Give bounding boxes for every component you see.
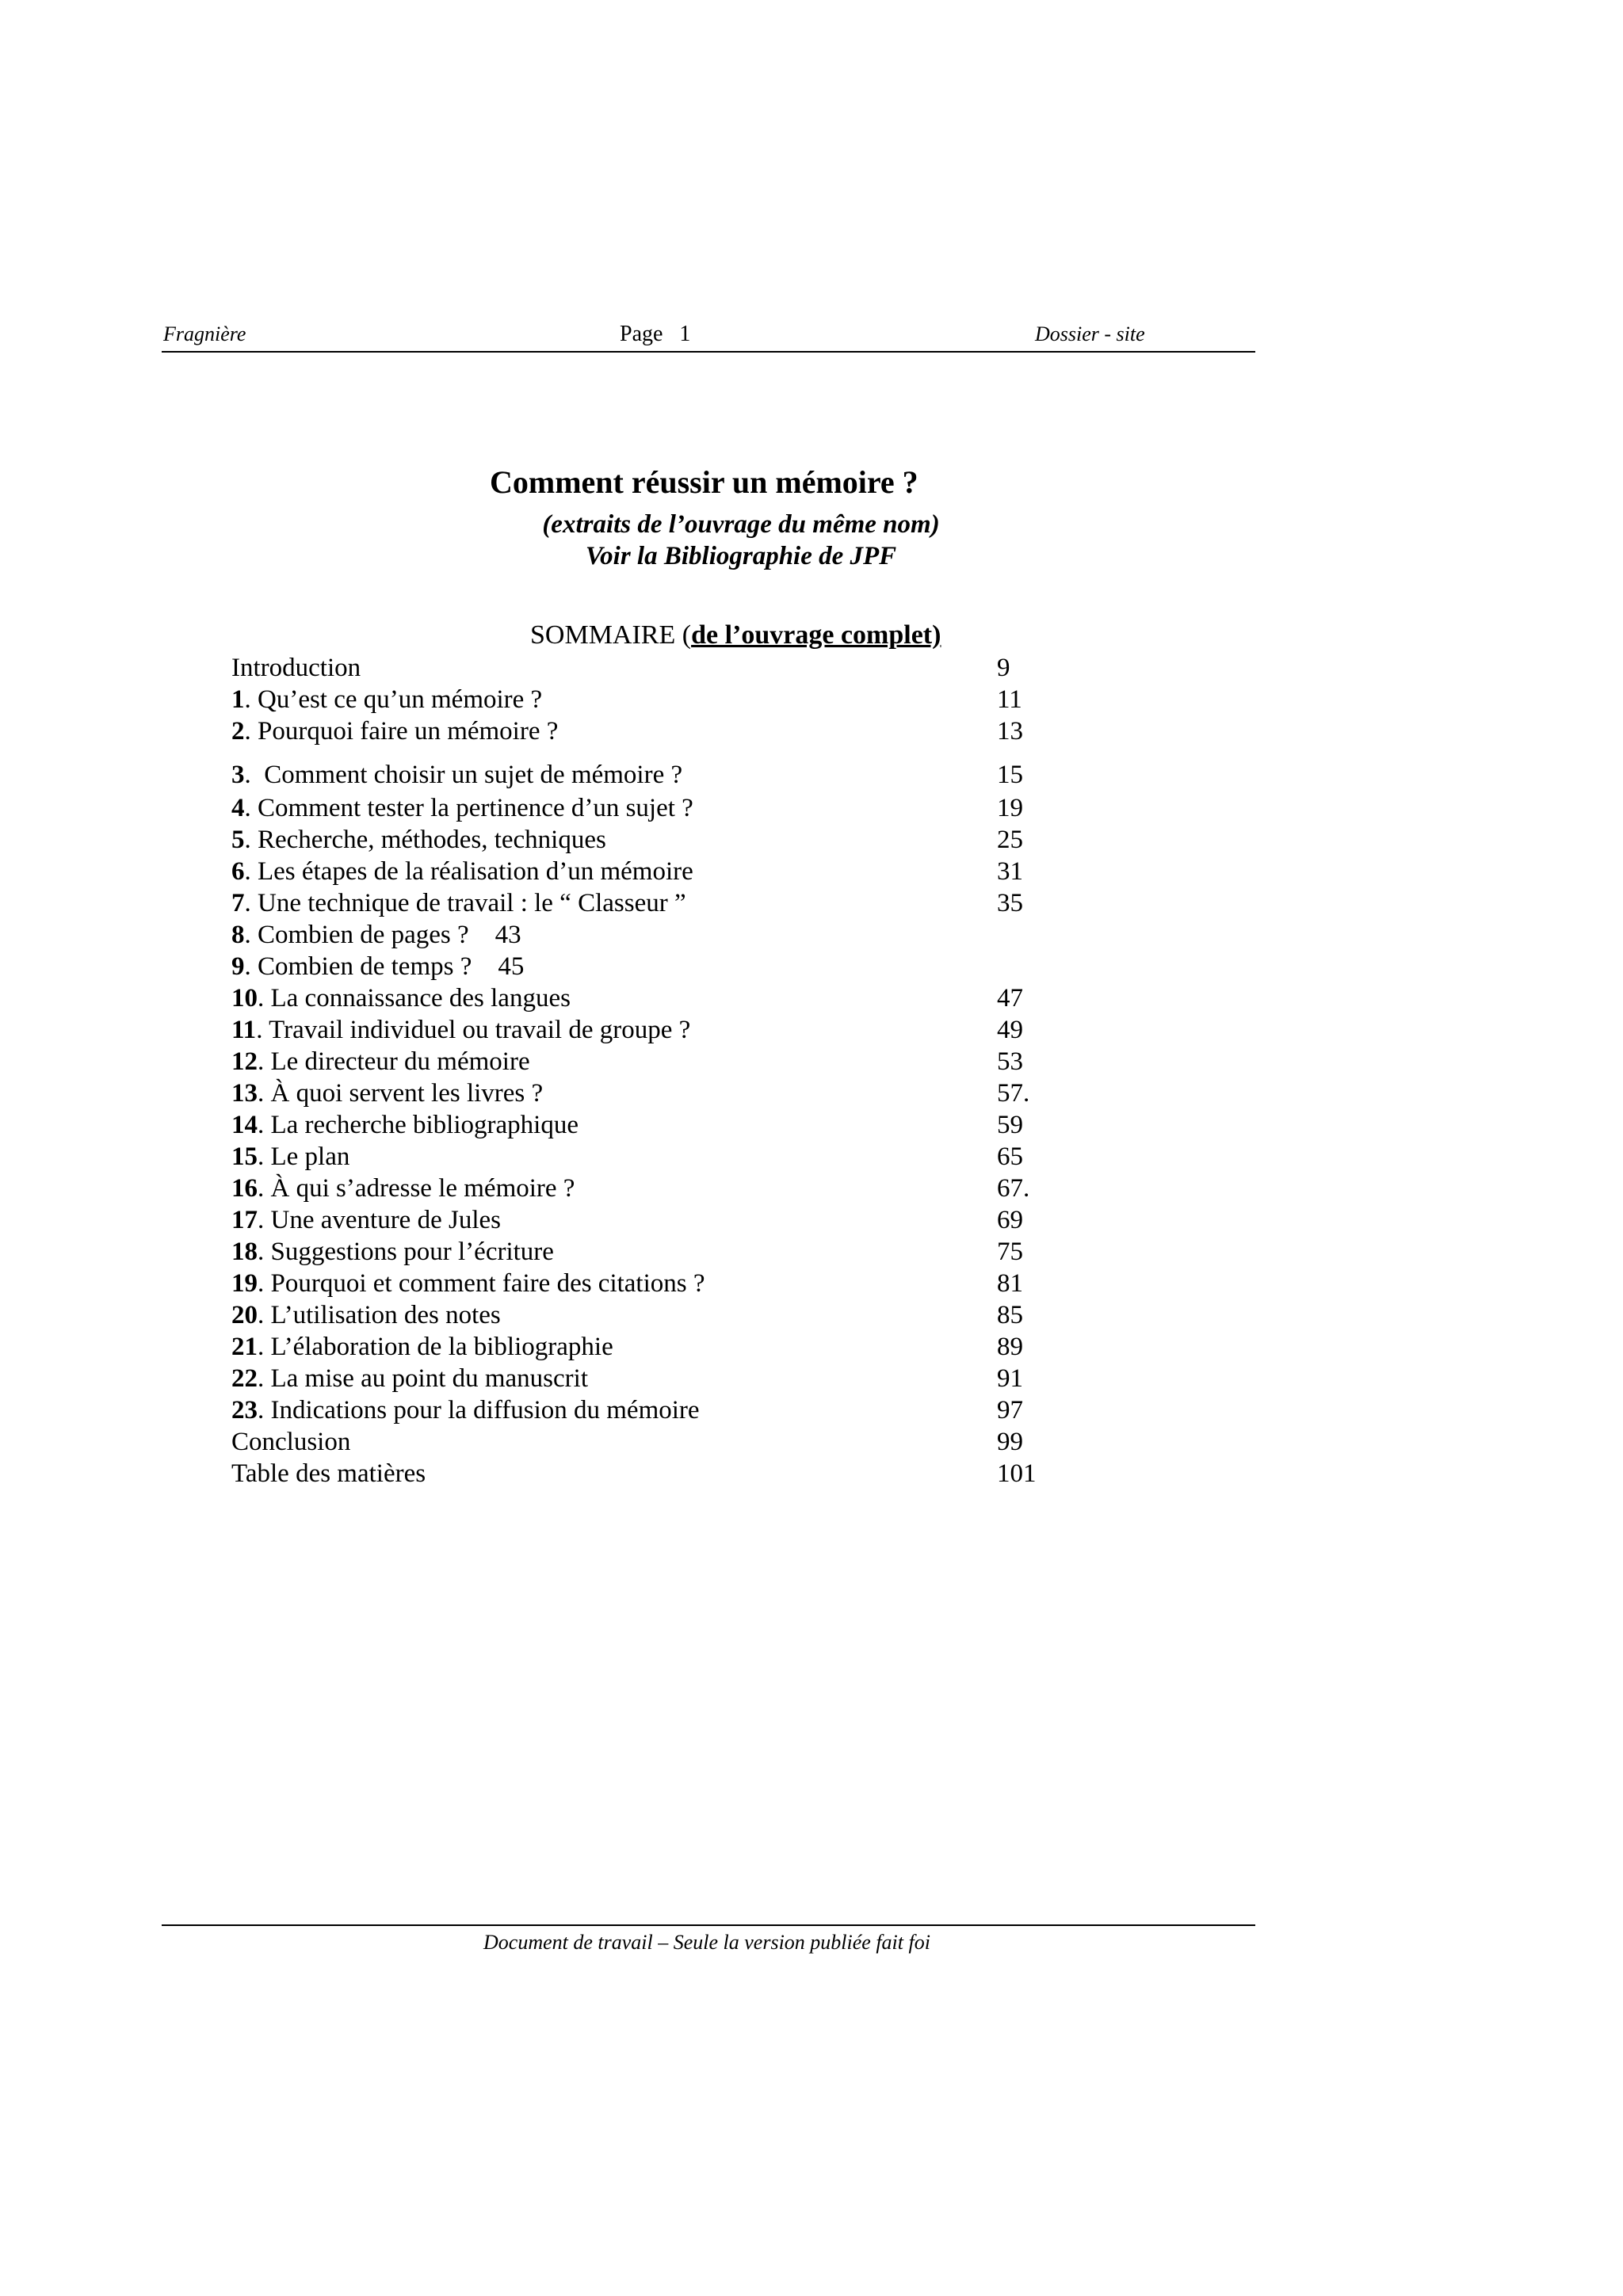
toc-entry [231, 1077, 1103, 1109]
toc-entry [231, 1173, 1103, 1204]
toc-entry-page: 31 [997, 857, 1023, 886]
toc-entry [231, 1426, 1103, 1458]
toc-entry [231, 715, 1103, 747]
toc-entry-title: . Suggestions pour l’écriture [258, 1238, 554, 1266]
toc-entry-number: 16 [231, 1174, 258, 1203]
toc-entry-page: 75 [997, 1238, 1023, 1266]
toc-entry-page: 91 [997, 1364, 1023, 1393]
toc-entry-number: 14 [231, 1111, 258, 1139]
toc-entry-title: Introduction [231, 654, 361, 682]
toc-entry-page: 25 [997, 826, 1023, 854]
toc-entry-title: . Pourquoi et comment faire des citations ? [258, 1269, 705, 1298]
toc-entry-number: 10 [231, 984, 258, 1013]
toc-entry [231, 759, 1103, 791]
toc-entry [231, 951, 1103, 982]
subtitle-extract: (extraits de l’ouvrage du même nom) [542, 510, 940, 539]
toc-entry-title: . Pourquoi faire un mémoire ? [244, 717, 559, 746]
summary-heading [530, 620, 941, 651]
toc-entry-title: Table des matières [231, 1459, 426, 1488]
toc-entry-page: 57. [997, 1079, 1030, 1108]
toc-entry-title: . À qui s’adresse le mémoire ? [258, 1174, 575, 1203]
toc-entry-number: 5 [231, 826, 245, 854]
toc-entry [231, 1394, 1103, 1426]
toc-entry-title: . L’utilisation des notes [258, 1301, 501, 1329]
toc-entry-number: 18 [231, 1238, 258, 1266]
toc-entry-title: . Indications pour la diffusion du mémoire [258, 1396, 700, 1425]
toc-entry-title: . Les étapes de la réalisation d’un mémoire [244, 857, 693, 886]
toc-entry [231, 1014, 1103, 1046]
toc-entry-page: 47 [997, 984, 1023, 1013]
toc-entry-page: 13 [997, 717, 1023, 746]
toc-entry [231, 1204, 1103, 1236]
footer-note: Document de travail – Seule la version publiée fait foi [483, 1931, 930, 1954]
toc-entry-title: . Comment choisir un sujet de mémoire ? [244, 761, 683, 789]
toc-entry [231, 919, 1103, 951]
document-title: Comment réussir un mémoire ? [490, 464, 918, 500]
toc-entry-title: . Une aventure de Jules [258, 1206, 501, 1234]
toc-entry-number: 20 [231, 1301, 258, 1329]
toc-entry-title: . La mise au point du manuscrit [258, 1364, 588, 1393]
toc-entry-number: 2 [231, 717, 245, 746]
toc-entry [231, 982, 1103, 1014]
toc-entry [231, 684, 1103, 715]
toc-entry-title: . Travail individuel ou travail de groupe ? [256, 1016, 691, 1044]
toc-entry-page: 69 [997, 1206, 1023, 1234]
toc-entry [231, 792, 1103, 824]
toc-entry-number: 9 [231, 952, 245, 981]
toc-entry-number: 8 [231, 921, 245, 949]
toc-entry-number: 7 [231, 889, 245, 917]
toc-entry-title: . Combien de temps ? 45 [244, 952, 525, 981]
toc-entry-title: . Recherche, méthodes, techniques [244, 826, 606, 854]
toc-entry [231, 1268, 1103, 1299]
summary-underlined: de l’ouvrage complet) [691, 620, 941, 650]
toc-entry-number: 11 [231, 1016, 257, 1044]
toc-entry-page: 49 [997, 1016, 1023, 1044]
summary-label: SOMMAIRE ( [530, 620, 692, 650]
toc-entry-page: 89 [997, 1333, 1023, 1361]
toc-entry [231, 1299, 1103, 1331]
footer-rule [162, 1924, 1255, 1926]
toc-entry-title: . Le plan [258, 1142, 350, 1171]
toc-entry-number: 17 [231, 1206, 258, 1234]
toc-entry [231, 856, 1103, 887]
header-rule [162, 351, 1255, 353]
toc-entry [231, 1236, 1103, 1268]
toc-entry [231, 1046, 1103, 1077]
toc-entry-page: 67. [997, 1174, 1030, 1203]
header-page-number: Page 1 [620, 322, 691, 346]
toc-entry [231, 824, 1103, 856]
toc-entry [231, 1458, 1103, 1489]
toc-entry-number: 22 [231, 1364, 258, 1393]
toc-entry-number: 1 [231, 685, 245, 714]
toc-entry-page: 53 [997, 1047, 1023, 1076]
toc-entry-title: . Qu’est ce qu’un mémoire ? [244, 685, 543, 714]
toc-entry-page: 97 [997, 1396, 1023, 1425]
toc-entry-page: 9 [997, 654, 1010, 682]
toc-entry-number: 21 [231, 1333, 258, 1361]
toc-entry-title: . Le directeur du mémoire [258, 1047, 530, 1076]
toc-entry-page: 19 [997, 794, 1023, 822]
toc-entry-page: 11 [997, 685, 1022, 714]
toc-entry-page: 101 [997, 1459, 1037, 1488]
toc-entry-title: . Une technique de travail : le “ Classeur ” [244, 889, 686, 917]
toc-entry-title: . L’élaboration de la bibliographie [258, 1333, 613, 1361]
toc-entry [231, 1363, 1103, 1394]
toc-entry-title: . Combien de pages ? 43 [244, 921, 521, 949]
toc-entry-number: 6 [231, 857, 245, 886]
toc-entry-number: 23 [231, 1396, 258, 1425]
toc-entry-page: 65 [997, 1142, 1023, 1171]
header-section: Dossier - site [1035, 322, 1145, 345]
toc-entry-page: 81 [997, 1269, 1023, 1298]
toc-entry-number: 3 [231, 761, 245, 789]
toc-entry-title: . Comment tester la pertinence d’un sujet ? [244, 794, 693, 822]
toc-entry [231, 652, 1103, 684]
toc-entry-number: 4 [231, 794, 245, 822]
toc-entry-page: 99 [997, 1428, 1023, 1456]
toc-entry [231, 1141, 1103, 1173]
subtitle-bibliography: Voir la Bibliographie de JPF [585, 542, 897, 570]
toc-entry-page: 35 [997, 889, 1023, 917]
toc-entry [231, 887, 1103, 919]
toc-entry-title: . À quoi servent les livres ? [258, 1079, 544, 1108]
toc-entry [231, 1109, 1103, 1141]
toc-entry-title: . La connaissance des langues [258, 984, 571, 1013]
toc-entry-page: 85 [997, 1301, 1023, 1329]
toc-entry [231, 1331, 1103, 1363]
toc-entry-number: 15 [231, 1142, 258, 1171]
toc-entry-number: 12 [231, 1047, 258, 1076]
toc-entry-number: 19 [231, 1269, 258, 1298]
toc-entry-page: 59 [997, 1111, 1023, 1139]
toc-entry-page: 15 [997, 761, 1023, 789]
toc-entry-title: Conclusion [231, 1428, 351, 1456]
toc-entry-title: . La recherche bibliographique [258, 1111, 579, 1139]
toc-entry-number: 13 [231, 1079, 258, 1108]
header-author: Fragnière [163, 322, 246, 345]
